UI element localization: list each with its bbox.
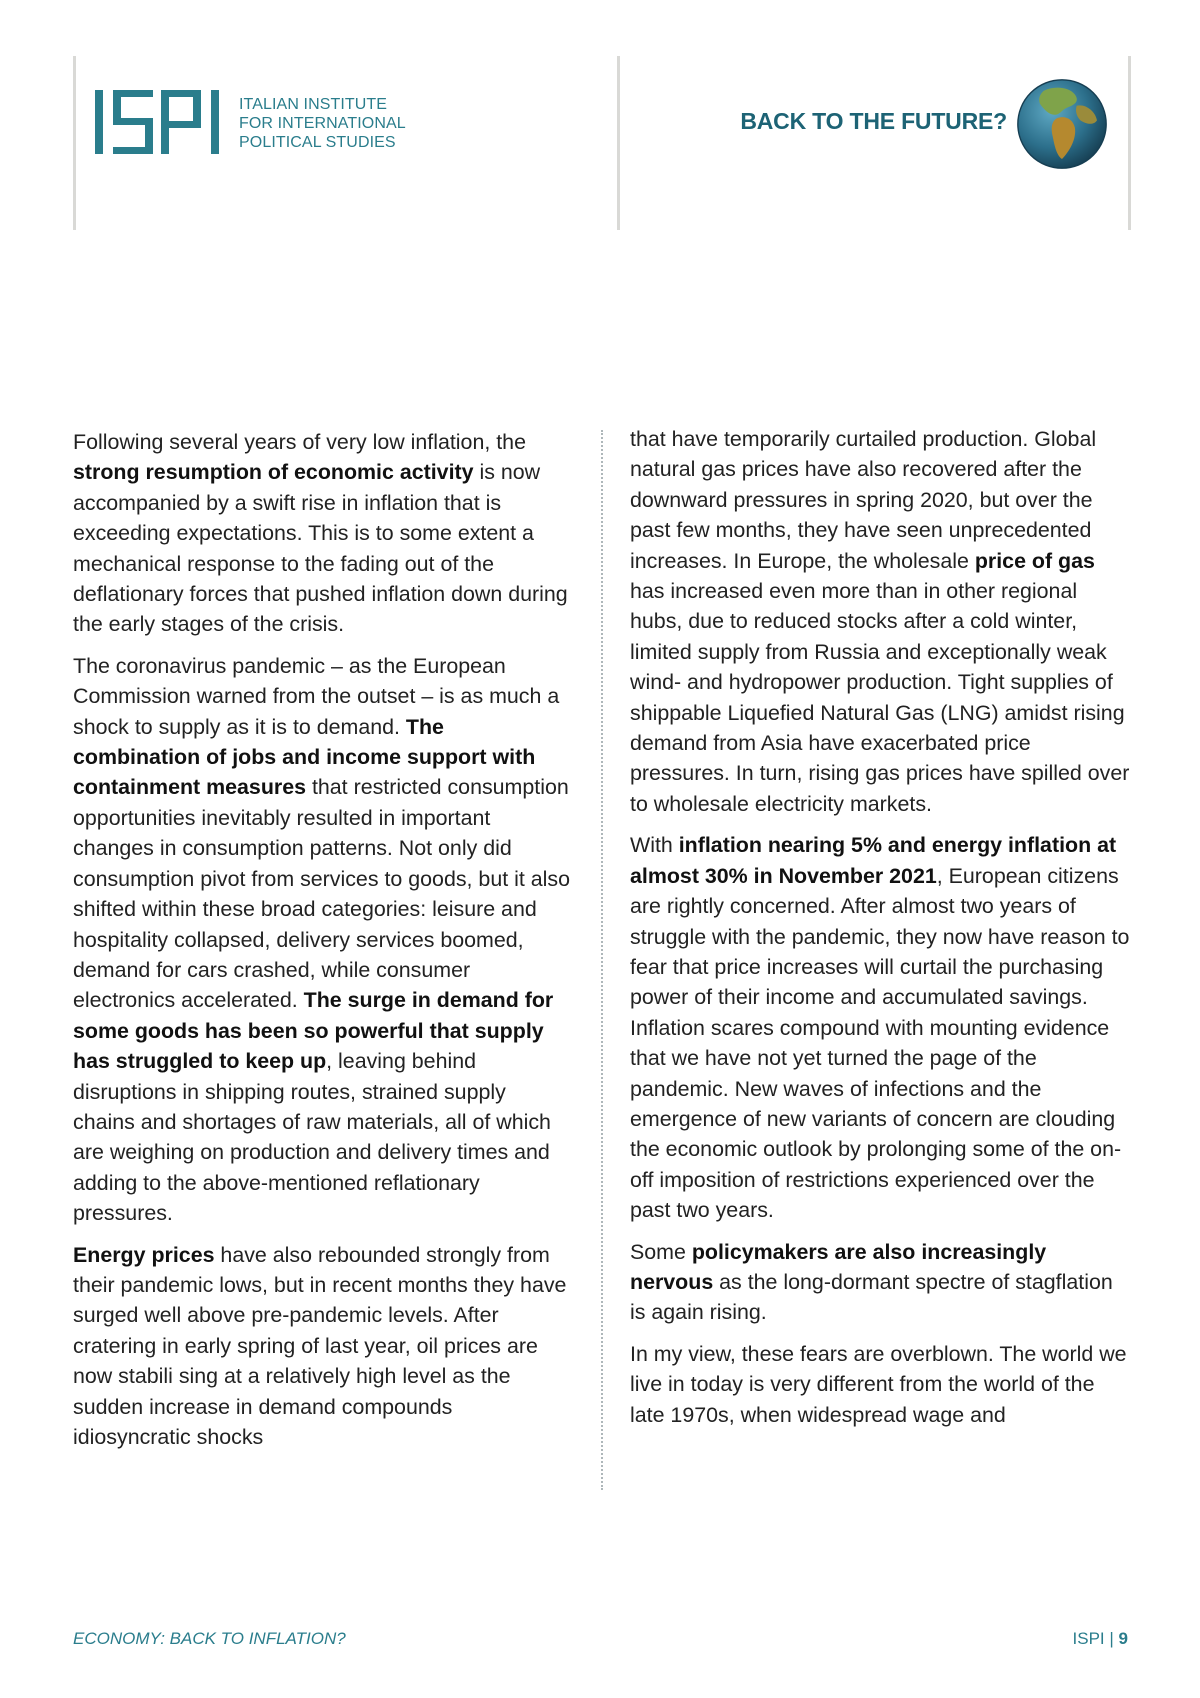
paragraph <box>630 424 1130 819</box>
globe-icon <box>1016 78 1108 170</box>
text-run: , European citizens are rightly concerned. After almost two years of struggle with the pandemic, they now have reason to fear that price increases will curtail the purchasing power of their income and accumulated savings. Inflation scares compound with mounting evidence that we have not yet turned the page of the pandemic. New waves of infections and the emergence of new variants of concern are clouding the economic outlook by prolonging some of the on-off imposition of restrictions experienced over the past two years. <box>630 863 1130 1223</box>
institute-name-line-1: ITALIAN INSTITUTE <box>239 96 388 113</box>
header-rule-left <box>73 56 76 230</box>
paragraph <box>73 427 573 640</box>
column-divider <box>601 430 603 1490</box>
ispi-logo-icon <box>93 88 223 156</box>
bold-text: The combination of jobs and income support with containment measures <box>73 714 536 800</box>
paragraph <box>630 1339 1130 1430</box>
institute-name-line-3: POLITICAL STUDIES <box>239 134 396 151</box>
text-run: The coronavirus pandemic – as the European Commission warned from the outset – is as much a shock to supply as it is to demand. <box>73 653 560 739</box>
bold-text: policymakers are also increasingly nervous <box>630 1239 1047 1294</box>
text-run: has increased even more than in other regional hubs, due to reduced stocks after a cold winter, limited supply from Russia and exceptionally weak wind- and hydropower production. Tight supplies of shippable Liquefied Natural Gas (LNG) amidst rising demand from Asia have exacerbated price pressures. In turn, rising gas prices have spilled over to wholesale electricity markets. <box>630 579 1130 816</box>
text-run: Some <box>630 1239 692 1264</box>
footer-publisher: ISPI <box>1072 1629 1105 1648</box>
text-run: , leaving behind disruptions in shipping routes, strained supply chains and shortages of raw materials, all of which are weighing on production and delivery times and adding to the above-mentioned reflationary pressures. <box>73 1049 551 1226</box>
text-run: In my view, these fears are overblown. The world we live in today is very different from the world of the late 1970s, when widespread wage and <box>630 1341 1127 1427</box>
paragraph <box>630 830 1130 1225</box>
text-run: that have temporarily curtailed production. Global natural gas prices have also recovered after the downward pressures in spring 2020, but over the past few months, they have seen unprecedented increases. In Europe, the wholesale <box>630 427 1097 573</box>
text-run: have also rebounded strongly from their pandemic lows, but in recent months they have surged well above pre-pandemic levels. After cratering in early spring of last year, oil prices are now stabili sing at a relatively high level as the sudden increase in demand compounds idiosyncratic shocks <box>73 1242 567 1449</box>
bold-text: strong resumption of economic activity <box>73 460 474 485</box>
bold-text: The surge in demand for some goods has been so powerful that supply has struggled to keep up <box>73 988 554 1074</box>
text-run: that restricted consumption opportunities inevitably resulted in important changes in consumption patterns. Not only did consumption pivot from services to goods, but it also shifted within these broad categories: leisure and hospitality collapsed, delivery services boomed, demand for cars crashed, while consumer electronics accelerated. <box>73 775 570 1013</box>
footer-separator: | <box>1109 1629 1114 1648</box>
text-run: With <box>630 833 679 858</box>
header-rule-right <box>1128 56 1131 230</box>
paragraph <box>630 1237 1130 1328</box>
page-number: 9 <box>1118 1629 1128 1648</box>
article-column-right <box>630 424 1130 1441</box>
paragraph <box>73 1240 573 1453</box>
institute-name-line-2: FOR INTERNATIONAL <box>239 115 406 132</box>
footer-page-info <box>1073 1629 1128 1649</box>
series-title: BACK TO THE FUTURE? <box>740 108 1007 134</box>
article-column-left <box>73 427 573 1463</box>
text-run: as the long-dormant spectre of stagflation is again rising. <box>630 1269 1113 1325</box>
bold-text: price of gas <box>974 548 1095 573</box>
bold-text: inflation nearing 5% and energy inflation at almost 30% in November 2021 <box>630 833 1117 888</box>
text-run: Following several years of very low inflation, the <box>73 430 526 454</box>
institute-name <box>239 95 406 152</box>
bold-text: Energy prices <box>73 1242 215 1267</box>
paragraph <box>73 651 573 1229</box>
footer-section-title: ECONOMY: BACK TO INFLATION? <box>73 1629 346 1648</box>
header-rule-middle <box>617 56 620 230</box>
text-run: is now accompanied by a swift rise in inflation that is exceeding expectations. This is to some extent a mechanical response to the fading out of the deflationary forces that pushed inflation down during the early stages of the crisis. <box>73 460 568 637</box>
